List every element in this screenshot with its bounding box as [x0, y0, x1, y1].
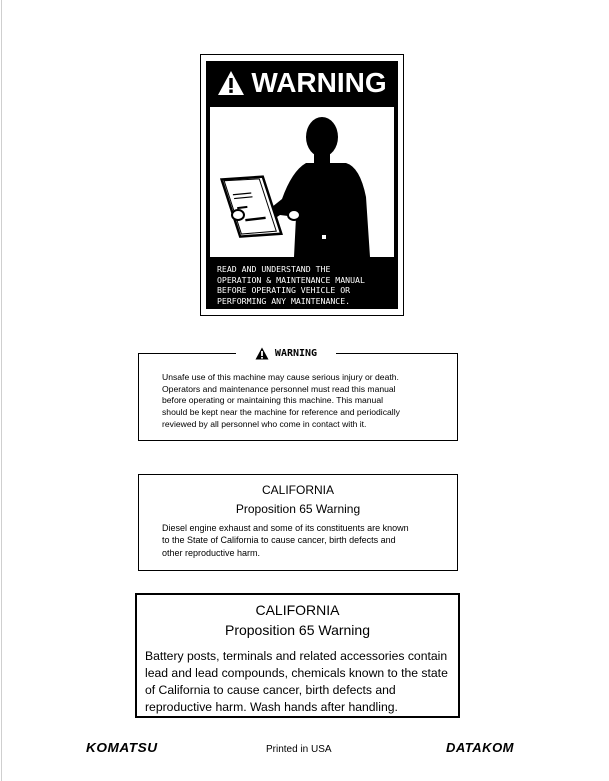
- text-line: reproductive harm. Wash hands after handling.: [145, 700, 398, 714]
- text-line: Battery posts, terminals and related accessories contain: [145, 649, 448, 663]
- warning-notice-title: [236, 346, 336, 360]
- caption-line: OPERATION & MAINTENANCE MANUAL: [217, 274, 365, 285]
- caption-line: BEFORE OPERATING VEHICLE OR: [217, 285, 351, 295]
- prop65-battery-text: [145, 648, 457, 716]
- text-line: Diesel engine exhaust and some of its constituents are known: [162, 523, 409, 533]
- text-line: Unsafe use of this machine may cause serious injury or death.: [162, 372, 399, 382]
- komatsu-logo: KOMATSU: [86, 740, 158, 755]
- person-reading-icon: [210, 107, 394, 257]
- text-line: other reproductive harm.: [162, 547, 261, 558]
- caption-line: PERFORMING ANY MAINTENANCE.: [217, 295, 351, 306]
- text-line: reviewed by all personnel who come in contact with it.: [162, 418, 367, 429]
- text-line: Operators and maintenance personnel must read this manual: [162, 383, 396, 394]
- warning-triangle-icon: [217, 70, 245, 96]
- warning-sign-header: [206, 61, 398, 105]
- printed-in-usa: Printed in USA: [266, 744, 332, 755]
- text-line: to the State of California to cause cancer, birth defects and: [162, 535, 396, 546]
- text-line: of California to cause cancer, birth defects and: [145, 683, 396, 697]
- page-edge: [1, 0, 2, 781]
- warning-notice-heading: WARNING: [274, 347, 318, 359]
- prop65-exhaust-heading: CALIFORNIA: [261, 483, 334, 497]
- person-reading-manual-illustration: [210, 107, 394, 257]
- prop65-battery-subheading: Proposition 65 Warning: [224, 622, 370, 638]
- prop65-battery-heading: CALIFORNIA: [255, 602, 340, 618]
- datakom-logo: DATAKOM: [446, 740, 515, 755]
- warning-sign-title: WARNING: [251, 67, 387, 98]
- prop65-exhaust-subheading: Proposition 65 Warning: [235, 502, 361, 516]
- text-line: lead and lead compounds, chemicals known to the state: [145, 666, 448, 680]
- text-line: before operating or maintaining this machine. This manual: [162, 395, 384, 406]
- caption-line: READ AND UNDERSTAND THE: [217, 264, 331, 274]
- warning-notice-text: [162, 372, 438, 431]
- warning-triangle-icon: [255, 347, 269, 360]
- warning-sign-caption: [217, 264, 395, 306]
- prop65-exhaust-text: [162, 522, 442, 559]
- text-line: should be kept near the machine for reference and periodically: [162, 407, 400, 418]
